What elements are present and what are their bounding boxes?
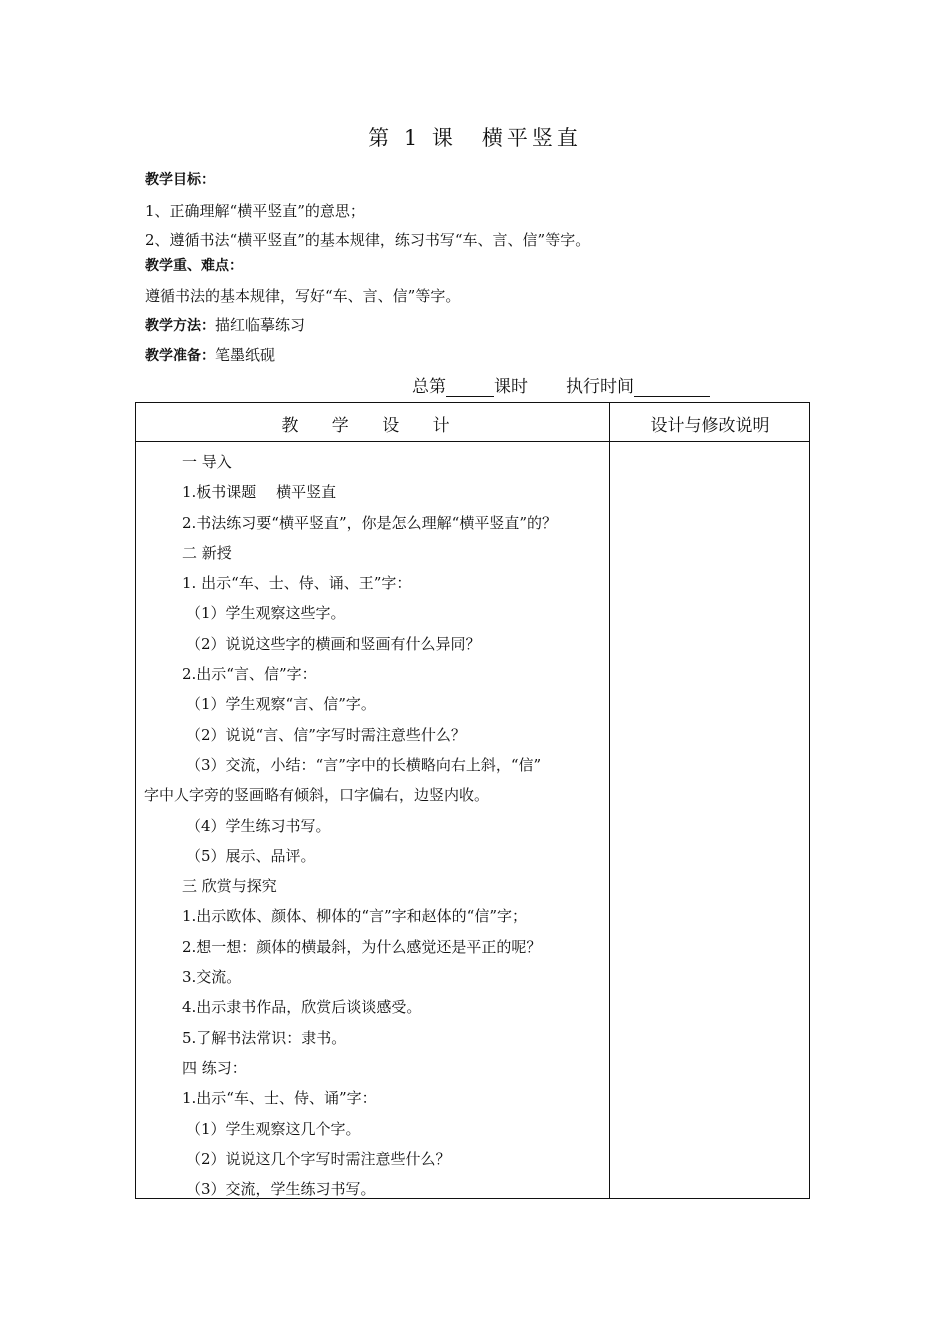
teaching-preparation	[145, 345, 275, 366]
section-heading: 四 练习：	[182, 1058, 247, 1077]
design-line: 5.了解书法常识：隶书。	[182, 1028, 347, 1047]
hours-unit-label: 课时	[494, 377, 528, 397]
design-line: 1. 出示“车、士、侍、诵、王”字：	[182, 574, 412, 593]
section-heading: 三 欣赏与探究	[182, 877, 277, 896]
design-line: 2.出示“言、信”字：	[182, 665, 317, 684]
design-line: 4.出示隶书作品，欣赏后谈谈感受。	[182, 998, 422, 1017]
design-line: （2）说说这些字的横画和竖画有什么异同？	[186, 634, 481, 653]
total-hours-blank	[446, 379, 494, 397]
total-hours-label: 总第	[412, 377, 446, 397]
section-heading: 一 导入	[182, 453, 232, 471]
design-line: 2.书法练习要“横平竖直”，你是怎么理解“横平竖直”的？	[182, 513, 557, 532]
key-points-heading: 教学重、难点：	[145, 258, 243, 274]
design-line: （4）学生练习书写。	[186, 816, 331, 835]
design-line: （1）学生观察“言、信”字。	[186, 695, 376, 714]
objectives-heading: 教学目标：	[145, 172, 215, 188]
design-line: 字中人字旁的竖画略有倾斜，口字偏右，边竖内收。	[144, 786, 490, 805]
design-line: （3）交流，学生练习书写。	[186, 1180, 376, 1199]
column-divider	[609, 403, 610, 1198]
method-value: 描红临摹练习	[215, 316, 306, 334]
exec-time-label: 执行时间	[566, 377, 634, 397]
design-line: 1.板书课题 横平竖直	[182, 483, 337, 502]
objective-item-2: 2、遵循书法“横平竖直”的基本规律，练习书写“车、言、信”等字。	[145, 231, 591, 249]
design-line: 1.出示欧体、颜体、柳体的“言”字和赵体的“信”字；	[182, 907, 527, 926]
exec-time-blank	[634, 379, 710, 397]
design-column-header: 教 学 设 计	[281, 416, 464, 436]
lesson-title: 第 1 课 横平竖直	[368, 126, 582, 150]
method-label: 教学方法：	[145, 318, 215, 334]
design-content	[136, 452, 606, 1209]
design-line: 3.交流。	[182, 968, 242, 987]
lesson-design-table	[135, 402, 810, 1199]
teaching-method	[145, 315, 305, 336]
objective-item-1: 1、正确理解“横平竖直”的意思；	[145, 202, 365, 220]
design-line: 2.想一想：颜体的横最斜，为什么感觉还是平正的呢？	[182, 937, 542, 956]
design-line: （3）交流，小结：“言”字中的长横略向右上斜，“信”	[186, 755, 542, 774]
design-line: （1）学生观察这几个字。	[186, 1119, 361, 1138]
section-heading: 二 新授	[182, 543, 232, 562]
design-line: （2）说说“言、信”字写时需注意些什么？	[186, 725, 466, 744]
revision-column-header: 设计与修改说明	[650, 416, 770, 436]
design-line: （2）说说这几个字写时需注意些什么？	[186, 1149, 451, 1168]
lesson-hours-line	[412, 372, 710, 397]
preparation-label: 教学准备：	[145, 348, 215, 364]
header-divider	[136, 441, 809, 442]
preparation-value: 笔墨纸砚	[215, 346, 276, 364]
design-line: （1）学生观察这些字。	[186, 604, 346, 623]
key-points-text: 遵循书法的基本规律，写好“车、言、信”等字。	[145, 287, 461, 305]
design-line: 1.出示“车、士、侍、诵”字：	[182, 1089, 377, 1108]
design-line: （5）展示、品评。	[186, 846, 316, 865]
